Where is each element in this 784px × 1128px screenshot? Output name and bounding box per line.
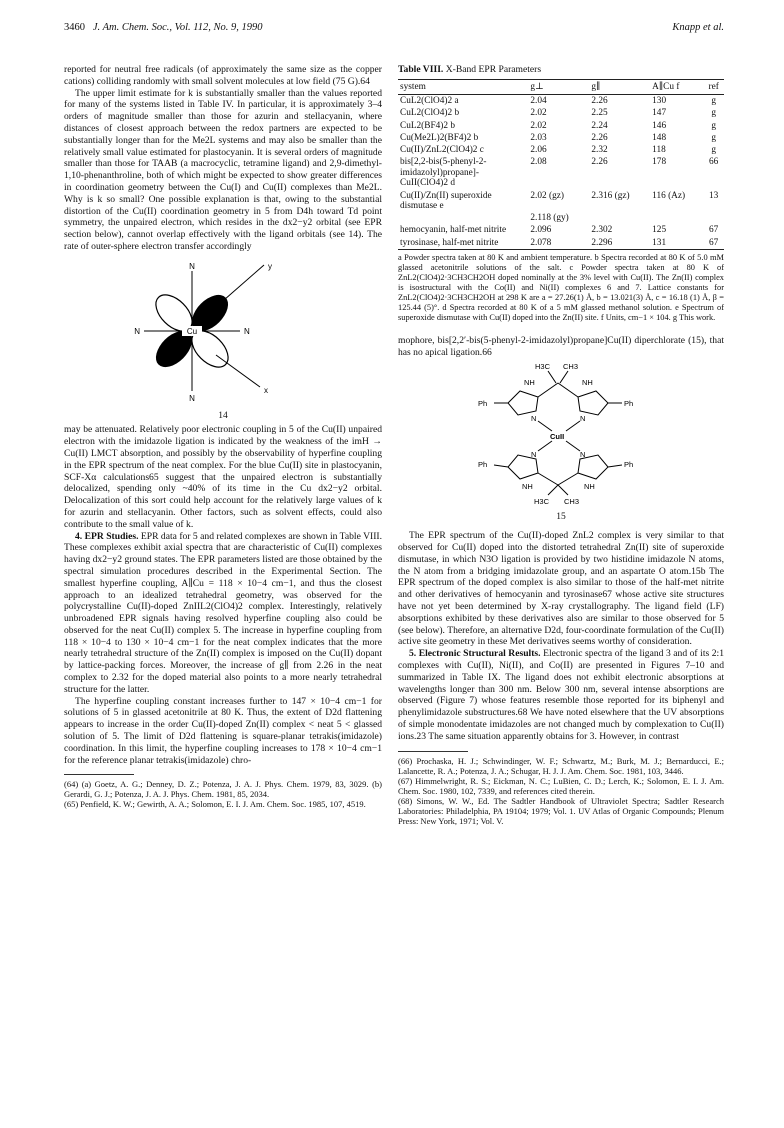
cell-ref: g [711,144,716,155]
cell-g-perp: 2.06 [530,144,547,155]
cell-g-par: 2.24 [591,120,608,131]
journal-citation: J. Am. Chem. Soc., Vol. 112, No. 9, 1990 [92,22,263,33]
n-label-right: N [244,326,250,336]
cell-system: CuL2(ClO4)2 a [400,96,459,107]
n-label: N [580,449,586,459]
n-label-top: N [189,261,195,271]
cell-g-par: 2.25 [591,108,608,119]
cell-g-par: 2.32 [591,144,608,155]
footnote: (64) (a) Goetz, A. G.; Denney, D. Z.; Potenza, J. A. J. Phys. Chem. 1979, 83, 3029. (b) Gerardi, G. J.; Potenza, J. A. J. Phys. Chem. 1981, 85, 2034. [64,779,382,800]
footnotes-right [398,756,724,826]
cell-system: Cu(Me2L)2(BF4)2 b [400,132,479,143]
footnote: (66) Prochaska, H. J.; Schwindinger, W. F.; Schwartz, M.; Burk, M. J.; Bernarducci, E.; Lalancette, R. A.; Potenza, J. A.; Schugar, H. J. J. Am. Chem. Soc. 1981, 103, 3446. [398,755,724,776]
cell-a-par: 146 [652,120,667,131]
figure-14-orbital-diagram [64,259,382,423]
cell-g-par: 2.302 [591,225,613,236]
cell-a-par: 125 [652,225,667,236]
table-caption: Table VIII. X-Band EPR Parameters [398,64,542,75]
cell-g-perp: 2.096 [530,225,552,236]
n-label: N [531,413,537,423]
phenyl-label: Ph [478,459,488,469]
section-5-paragraph: 5. Electronic Structural Results. Electronic spectra of the ligand 3 and of its 2:1 complexes with Cu(II), Ni(II), and Co(II) are presented in Figures 7–10 and summarized in Table IX. The ligand does not exhibit electronic absorptions at wavelengths longer than 300 nm. Below 300 nm, several intense absorptions are observed (Figure 7) whose features resemble those reported for its biphenyl and phenylimidazole substructures.68 We have noted elsewhere that the UV absorptions of simple monodentate imidazoles are not changed much by complexation to Cu(II) ions.23 The same situation apparently obtains for 3. However, in contrast [398,648,724,742]
cell-system: Cu(II)/ZnL2(ClO4)2 c [400,144,484,155]
paragraph: reported for neutral free radicals (of approximately the same size as the copper cations) colliding randomly with small solvent molecules at low field (75 G).64 [64,64,382,87]
cell-g-par: 2.26 [591,157,608,168]
right-column [398,64,724,826]
methyl-label: H3C [535,361,551,371]
cell-system: bis[2,2-bis(5-phenyl-2-imidazolyl)propane]-CuII(ClO4)2 d [400,157,487,189]
cell-ref: g [711,120,716,131]
phenyl-label: Ph [478,398,488,408]
cell-system: CuL2(BF4)2 b [400,120,456,131]
table-header-row [398,79,724,95]
epr-parameters-table [398,79,724,250]
figure-number: 15 [556,512,566,523]
cell-ref: 67 [703,237,724,250]
col-header-ref: ref [703,79,724,95]
n-label: N [531,449,537,459]
methyl-label: CH3 [564,496,580,506]
cell-g-par: 2.26 [591,132,608,143]
n-label-bottom: N [189,393,195,403]
phenyl-label: Ph [624,459,634,469]
cell-ref: g [711,108,716,119]
paragraph: may be attenuated. Relatively poor electronic coupling in 5 of the Cu(II) unpaired electron with the imidazole ligation is indicated by the weakness of the imH → Cu(II) LMCT absorption, and possibly by the observability of hyperfine coupling in the EPR spectrum of the neat complex. For the blue Cu(II) site in plastocyanin, SCF-Xα calculations65 suggest that the unpaired electron is substantially delocalized, spending only ~40% of its time in the Cu dx2−y2 orbital. Delocalization of this sort could help account for the relatively large values of k for azurin and stellacyanin. Other factors, such as solvent effects, could also contribute to the small value of k. [64,424,382,530]
figure-number: 14 [218,410,228,421]
table-row [398,108,724,120]
cell-g-perp: 2.08 [530,157,547,168]
cell-g-perp: 2.078 [528,237,589,250]
cell-g-perp: 2.02 [530,108,547,119]
cell-g-par: 2.296 [589,237,650,250]
table-footnotes: a Powder spectra taken at 80 K and ambient temperature. b Spectra recorded at 80 K of 5.0 mM glassed acetonitrile solutions of the salt. c Powder spectra taken at 80 K of ZnL2(ClO4)2·3CH3CH2OH doped nominally at the 3% level with Cu(II). The Zn(II) complex is isostructural with the Co(II) and Ni(II) complexes 6 and 7. Lattice constants for ZnL2(ClO4)2·3CH3CH2OH at 298 K are a = 27.26(1) Å, b = 13.021(3) Å, c = 16.18 (1) Å, β = 125.44 (5)°. d Spectra recorded at 80 K of a 5 mM glassed methanol solution. e Spectrum of superoxide dismutase with Cu(II) doped into the Zn(II) site. f Units, cm−1 × 104. g This work. [398,253,724,323]
table-row [398,144,724,156]
footnote-divider [398,751,468,752]
structure-diagram [398,359,724,509]
footnote: (68) Simons, W. W., Ed. The Sadtler Handbook of Ultraviolet Spectra; Sadtler Research Laboratories: Philadelphia, PA 19104; 1979; Vol. 1. UV Atlas of Organic Compounds; Plenum Press: New York, 1971; Vol. V. [398,795,724,826]
cell-ref: g [711,96,716,107]
cell-g-perp: 2.118 (gy) [530,213,569,224]
cell-a-par: 130 [652,96,667,107]
cell-a-par: 131 [650,237,703,250]
table-row [398,237,724,250]
left-column [64,64,382,809]
nh-label: NH [582,377,593,387]
nh-label: NH [584,481,595,491]
cell-g-par: 2.316 (gz) [591,190,630,201]
cell-system: tyrosinase, half-met nitrite [398,237,528,250]
methyl-label: H3C [534,496,550,506]
table-row [398,132,724,144]
col-header-system: system [398,79,528,95]
paragraph: mophore, bis[2,2′-bis(5-phenyl-2-imidazolyl)propane]Cu(II) diperchlorate (15), that has no apical ligation.66 [398,335,724,358]
cell-g-perp: 2.04 [530,96,547,107]
section-heading: 4. EPR Studies. [75,530,139,542]
table-row [398,156,724,189]
table-row [398,120,724,132]
running-header [64,22,724,36]
paragraph: The EPR spectrum of the Cu(II)-doped ZnL2 complex is very similar to that observed for Cu(II) doped into the distorted tetrahedral Zn(II) site of superoxide dismutase, in which N3O ligation is provided by two histidine imidazole N atoms, the N atom from a bridging imidazolate group, and an aspartate O atom.15b The EPR spectrum of the doped complex is also similar to those of the half-met nitrite and other derivatives of hemocyanin and tyrosinase67 whose active site structures have not yet been determined by X-ray crystallography. The ligand field (LF) absorptions exhibited by these derivatives also are similar to those observed for 5 (see below). Therefore, an alternative D2d, four-coordinate formulation of the Cu(II) active site geometry in these Met derivatives seems worthy of consideration. [398,530,724,648]
table-row [398,225,724,237]
cell-a-par [650,212,703,224]
nh-label: NH [522,481,533,491]
cell-g-par: 2.26 [591,96,608,107]
nh-label: NH [524,377,535,387]
cell-system: Cu(II)/Zn(II) superoxide dismutase e [400,190,492,212]
phenyl-label: Ph [624,398,634,408]
section-heading: 5. Electronic Structural Results. [409,648,541,660]
col-header-a-par: A∥Cu f [650,79,703,95]
copper-center-label: CuII [550,431,565,441]
n-label-left: N [134,326,140,336]
col-header-g-par: g∥ [589,79,650,95]
paragraph: The hyperfine coupling constant increases further to 147 × 10−4 cm−1 for solutions of 5 in glassed acetonitrile at 80 K. Thus, the extent of D2d flattening appears to increase in the order Cu(II)-doped Zn(II) complex < neat 5 < glassed solution of 5. The limit of D2d flattening is square-planar tetrakis(imidazole) coordination. In this limit, the hyperfine coupling increases to 178 × 10−4 cm−1 for the reference planar tetrakis(imidazole) chro- [64,695,382,766]
cell-ref: 67 [709,225,719,236]
cell-a-par: 147 [652,108,667,119]
n-label: N [580,413,586,423]
methyl-label: CH3 [563,361,579,371]
table-row [398,190,724,213]
y-axis-label: y [268,261,272,271]
cell-g-perp: 2.02 [530,120,547,131]
cell-a-par: 118 [652,144,666,155]
x-axis-label: x [264,385,268,395]
cell-g-perp: 2.03 [530,132,547,143]
cell-ref: 13 [709,190,719,201]
footnote: (67) Himmelwright, R. S.; Eickman, N. C.; LuBien, C. D.; Lerch, K.; Solomon, E. I. J. Am. Chem. Soc. 1980, 102, 7339, and references cited therein. [398,775,724,796]
figure-15-structure [398,359,724,525]
cu-label: Cu [186,326,198,336]
cell-system: hemocyanin, half-met nitrite [400,225,507,236]
cell-ref: 66 [709,157,719,168]
cell-a-par: 148 [652,132,667,143]
footnotes-left [64,779,382,809]
cell-g-perp: 2.02 (gz) [530,190,564,201]
orbital-diagram [64,259,382,407]
cell-a-par: 178 [652,157,667,168]
page-number: 3460 [64,22,85,33]
section-4-paragraph: 4. EPR Studies. EPR data for 5 and related complexes are shown in Table VIII. These complexes exhibit axial spectra that are characteristic of Cu(II) complexes having dx2−y2 ground states. The EPR parameters listed are those obtained by the spectral simulation procedures described in the Experimental Section. The smallest hyperfine coupling, A∥Cu = 118 × 10−4 cm−1, and thus the closest approach to an idealized tetrahedral geometry, was observed for the polycrystalline Cu(II)-doped ZnIIL2(ClO4)2 complex. Interestingly, relatively unbroadened EPR signals having resolved hyperfine coupling also could be observed for the neat Cu(II) complex 5. The increase in hyperfine coupling from 118 × 10−4 to 130 × 10−4 cm−1 for the neat complex indicates that the more nearly tetrahedral structure of the Zn(II) complex is imposed on the Cu(II) dopant by lattice-packing forces. Moreover, the increase of g∥ from 2.26 in the neat complex to 2.32 for the doped material also points to a more nearly tetrahedral structure for the latter. [64,530,382,695]
col-header-g-perp: g⊥ [528,79,589,95]
cell-system: CuL2(ClO4)2 b [400,108,460,119]
table-row [398,212,724,224]
cell-ref [703,212,724,224]
running-author: Knapp et al. [672,22,724,33]
cell-ref: g [711,132,716,143]
cell-g-par [589,212,650,224]
footnote: (65) Penfield, K. W.; Gewirth, A. A.; Solomon, E. I. J. Am. Chem. Soc. 1985, 107, 4519. [64,799,366,810]
cell-a-par: 116 (Az) [652,190,686,201]
paragraph: The upper limit estimate for k is substantially smaller than the values reported for many of the systems listed in Table IV. In particular, it is approximately 3–4 orders of magnitude smaller than those for azurin and stellacyanin, where distances of closest approach between the redox partners are expected to be substantially longer than for the Me2L systems and may also be smaller than the relatively small value estimated for plastocyanin. It is several orders of magnitude smaller than those for TAAB (a macrocyclic, tetramine ligand) and 2,9-dimethyl-1,10-phenanthroline, both of which might be expected to show greater differences in coordination geometry between the Cu(I) and Cu(II) complexes than Me2L. Why is k so small? One possible explanation is that, owing to the substantial distortion of the Cu(II) coordination geometry in 5 from D4h toward Td point symmetry, the unpaired electron, which resides in the dx2−y2 orbital (see EPR section below), cannot overlap effectively with the ligand orbitals (see 14). The rate of outer-sphere electron transfer accordingly [64,87,382,252]
table-row [398,95,724,108]
footnote-divider [64,774,134,775]
cell-system [398,212,528,224]
